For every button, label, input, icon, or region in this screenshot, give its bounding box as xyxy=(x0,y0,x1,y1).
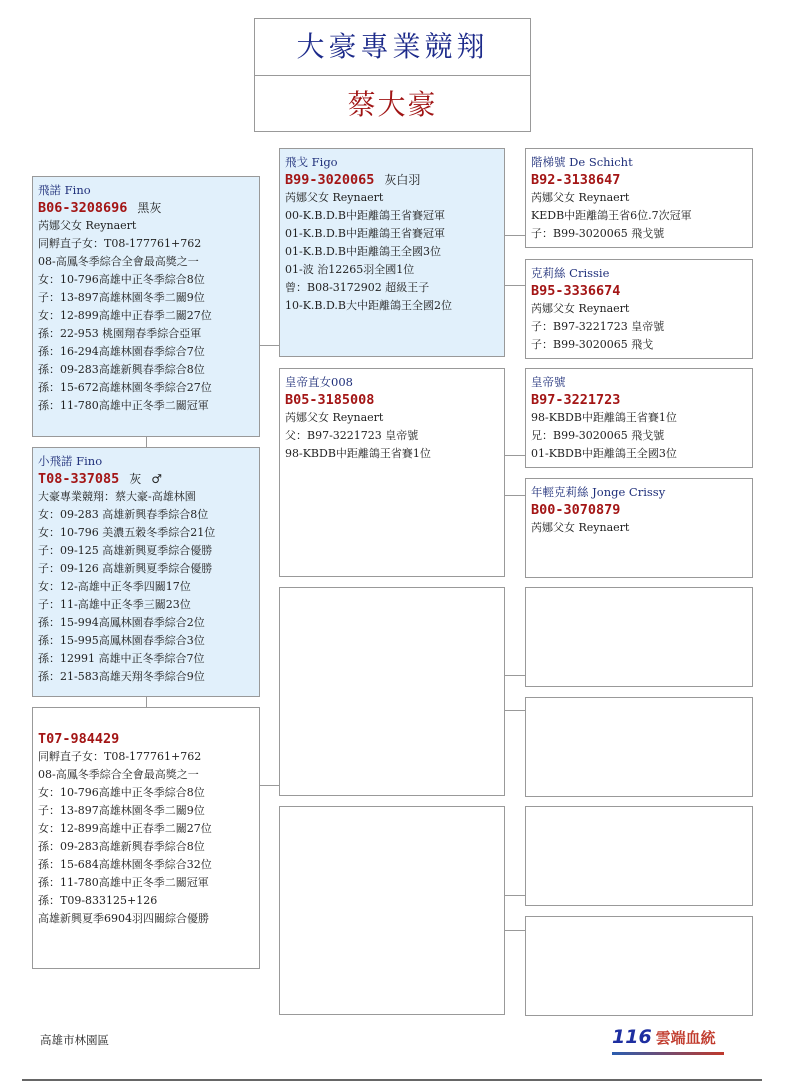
sdd-ring: B00-3070879 xyxy=(531,502,621,518)
connector xyxy=(505,930,525,931)
sire-sire-name: 飛戈 Figo xyxy=(285,155,338,169)
pedigree-note: 01-K.B.D.B中距離鴿王全國3位 xyxy=(285,245,442,258)
brand-underline xyxy=(612,1052,724,1055)
subject-name: 小飛諾 Fino xyxy=(38,454,103,468)
pedigree-note: 女：10-796高雄中正冬季綜合8位 xyxy=(38,786,205,799)
sire-dam-notes xyxy=(285,409,499,463)
dsd-card xyxy=(525,697,753,797)
sdd-card xyxy=(525,478,753,578)
pedigree-note: 子：B99-3020065 飛戈 xyxy=(531,338,654,351)
pedigree-note: 同孵直子女：T08-177761+762 xyxy=(38,237,202,250)
pedigree-note: 98-KBDB中距離鴿王省賽1位 xyxy=(531,411,677,424)
pedigree-note: 孫：12991 高雄中正冬季綜合7位 xyxy=(38,652,205,665)
pedigree-note: 子：13-897高雄林園冬季二關9位 xyxy=(38,291,205,304)
pedigree-note: 10-K.B.D.B大中距離鴿王全國2位 xyxy=(285,299,453,312)
sire-color: 黑灰 xyxy=(137,201,162,215)
brand-number: 116 xyxy=(612,1026,652,1048)
loft-title: 大豪專業競翔 xyxy=(255,19,530,76)
brand-text: 雲端血統 xyxy=(655,1029,716,1047)
pedigree-note: 孫：09-283高雄新興春季綜合8位 xyxy=(38,363,205,376)
pedigree-note: 子：13-897高雄林園冬季二關9位 xyxy=(38,804,205,817)
pedigree-note: 孫：11-780高雄中正冬季二關冠軍 xyxy=(38,876,209,889)
connector xyxy=(505,710,525,711)
sss-name: 階梯號 De Schicht xyxy=(531,155,633,169)
sds-name: 皇帝號 xyxy=(531,375,566,389)
ssd-card xyxy=(525,259,753,359)
subject-ring: T08-337085 灰 ♂ xyxy=(38,471,163,487)
sss-ring: B92-3138647 xyxy=(531,172,621,188)
sire-card xyxy=(32,176,260,437)
pedigree-note: 01-波 治12265羽全國1位 xyxy=(285,263,415,276)
subject-card xyxy=(32,447,260,697)
pedigree-note: 兄：B99-3020065 飛戈號 xyxy=(531,429,665,442)
pedigree-note: 孫：21-583高雄天翔冬季綜合9位 xyxy=(38,670,205,683)
pedigree-note: 孫：15-672高雄林園冬季綜合27位 xyxy=(38,381,212,394)
pedigree-note: 曾：B08-3172902 超級王子 xyxy=(285,281,430,294)
pedigree-note: 孫：11-780高雄中正冬季二關冠軍 xyxy=(38,399,209,412)
sire-dam-card xyxy=(279,368,505,577)
location-text: 高雄市林園區 xyxy=(40,1033,109,1047)
connector xyxy=(505,455,525,456)
dam-dam-card xyxy=(279,806,505,1015)
pedigree-note: 父：B97-3221723 皇帝號 xyxy=(285,429,419,442)
pedigree-note: 01-K.B.D.B中距離鴿王省賽冠軍 xyxy=(285,227,446,240)
dam-ring: T07-984429 xyxy=(38,731,120,747)
dam-card xyxy=(32,707,260,969)
pedigree-note: 08-高鳳冬季綜合全會最高獎之一 xyxy=(38,768,199,781)
ssd-name: 克莉絲 Crissie xyxy=(531,266,610,280)
ssd-notes xyxy=(531,300,747,354)
pedigree-note: 子：B99-3020065 飛戈號 xyxy=(531,227,665,240)
pedigree-note: 孫：15-995高鳳林園春季綜合3位 xyxy=(38,634,205,647)
dam-notes xyxy=(38,748,254,928)
pedigree-note: 大豪專業競翔：蔡大豪-高雄林園 xyxy=(38,490,196,503)
pedigree-note: 女：12-高雄中正冬季四關17位 xyxy=(38,580,191,593)
connector xyxy=(146,437,147,447)
pedigree-note: 芮娜父女 Reynaert xyxy=(285,191,384,204)
subject-color: 灰 xyxy=(129,472,142,486)
pedigree-note: 芮娜父女 Reynaert xyxy=(38,219,137,232)
sire-name: 飛諾 Fino xyxy=(38,183,91,197)
sdd-name: 年輕克莉絲 Jonge Crissy xyxy=(531,485,666,499)
connector xyxy=(146,697,147,707)
sire-sire-ring: B99-3020065 灰白羽 xyxy=(285,172,421,188)
sire-ring: B06-3208696 黑灰 xyxy=(38,200,162,216)
pedigree-note: 女：12-899高雄中正春季二關27位 xyxy=(38,309,212,322)
connector xyxy=(505,285,525,286)
pedigree-note: 高雄新興夏季6904羽四關綜合優勝 xyxy=(38,912,209,925)
sds-notes xyxy=(531,409,747,463)
ddd-card xyxy=(525,916,753,1016)
connector xyxy=(505,675,525,676)
pedigree-note: KEDB中距離鴿王省6位.7次冠軍 xyxy=(531,209,692,222)
header-box xyxy=(254,18,531,132)
pedigree-note: 98-KBDB中距離鴿王省賽1位 xyxy=(285,447,431,460)
pedigree-note: 孫：15-684高雄林園冬季綜合32位 xyxy=(38,858,212,871)
connector xyxy=(260,785,279,786)
pedigree-note: 子：B97-3221723 皇帝號 xyxy=(531,320,665,333)
ssd-ring: B95-3336674 xyxy=(531,283,621,299)
subject-sex: ♂ xyxy=(151,472,163,486)
pedigree-note: 01-KBDB中距離鴿王全國3位 xyxy=(531,447,677,460)
owner-name: 蔡大豪 xyxy=(347,88,438,121)
sire-notes xyxy=(38,217,254,415)
connector xyxy=(505,495,525,496)
pedigree-note: 子：11-高雄中正冬季三關23位 xyxy=(38,598,191,611)
sss-notes xyxy=(531,189,747,243)
pedigree-note: 孫：22-953 桃園翔春季綜合亞軍 xyxy=(38,327,202,340)
pedigree-note: 女：10-796 美濃五穀冬季綜合21位 xyxy=(38,526,216,539)
pedigree-note: 孫：15-994高鳳林園春季綜合2位 xyxy=(38,616,205,629)
pedigree-note: 芮娜父女 Reynaert xyxy=(285,411,384,424)
bottom-divider xyxy=(22,1079,762,1081)
pedigree-note: 女：09-283 高雄新興春季綜合8位 xyxy=(38,508,209,521)
dds-card xyxy=(525,806,753,906)
dam-sire-card xyxy=(279,587,505,796)
pedigree-note: 00-K.B.D.B中距離鴿王省賽冠軍 xyxy=(285,209,446,222)
pedigree-note: 芮娜父女 Reynaert xyxy=(531,191,630,204)
sds-card xyxy=(525,368,753,468)
sss-card xyxy=(525,148,753,248)
pedigree-note: 芮娜父女 Reynaert xyxy=(531,521,630,534)
pedigree-note: 同孵直子女：T08-177761+762 xyxy=(38,750,202,763)
pedigree-note: 女：10-796高雄中正冬季綜合8位 xyxy=(38,273,205,286)
pedigree-note: 孫：T09-833125+126 xyxy=(38,894,158,907)
sire-sire-card xyxy=(279,148,505,357)
pedigree-note: 08-高鳳冬季綜合全會最高獎之一 xyxy=(38,255,199,268)
pedigree-note: 孫：09-283高雄新興春季綜合8位 xyxy=(38,840,205,853)
brand-logo xyxy=(612,1026,732,1062)
pedigree-note: 孫：16-294高雄林園春季綜合7位 xyxy=(38,345,205,358)
sire-dam-ring: B05-3185008 xyxy=(285,392,375,408)
connector xyxy=(505,895,525,896)
pedigree-note: 子：09-125 高雄新興夏季綜合優勝 xyxy=(38,544,213,557)
sdd-notes xyxy=(531,519,747,537)
connector xyxy=(260,345,279,346)
pedigree-note: 芮娜父女 Reynaert xyxy=(531,302,630,315)
pedigree-note: 子：09-126 高雄新興夏季綜合優勝 xyxy=(38,562,213,575)
connector xyxy=(505,235,525,236)
subject-notes xyxy=(38,488,254,686)
sire-sire-notes xyxy=(285,189,499,315)
sds-ring: B97-3221723 xyxy=(531,392,621,408)
sire-sire-color: 灰白羽 xyxy=(384,173,421,187)
pedigree-note: 女：12-899高雄中正春季二關27位 xyxy=(38,822,212,835)
sire-dam-name: 皇帝直女008 xyxy=(285,375,353,389)
dss-card xyxy=(525,587,753,687)
